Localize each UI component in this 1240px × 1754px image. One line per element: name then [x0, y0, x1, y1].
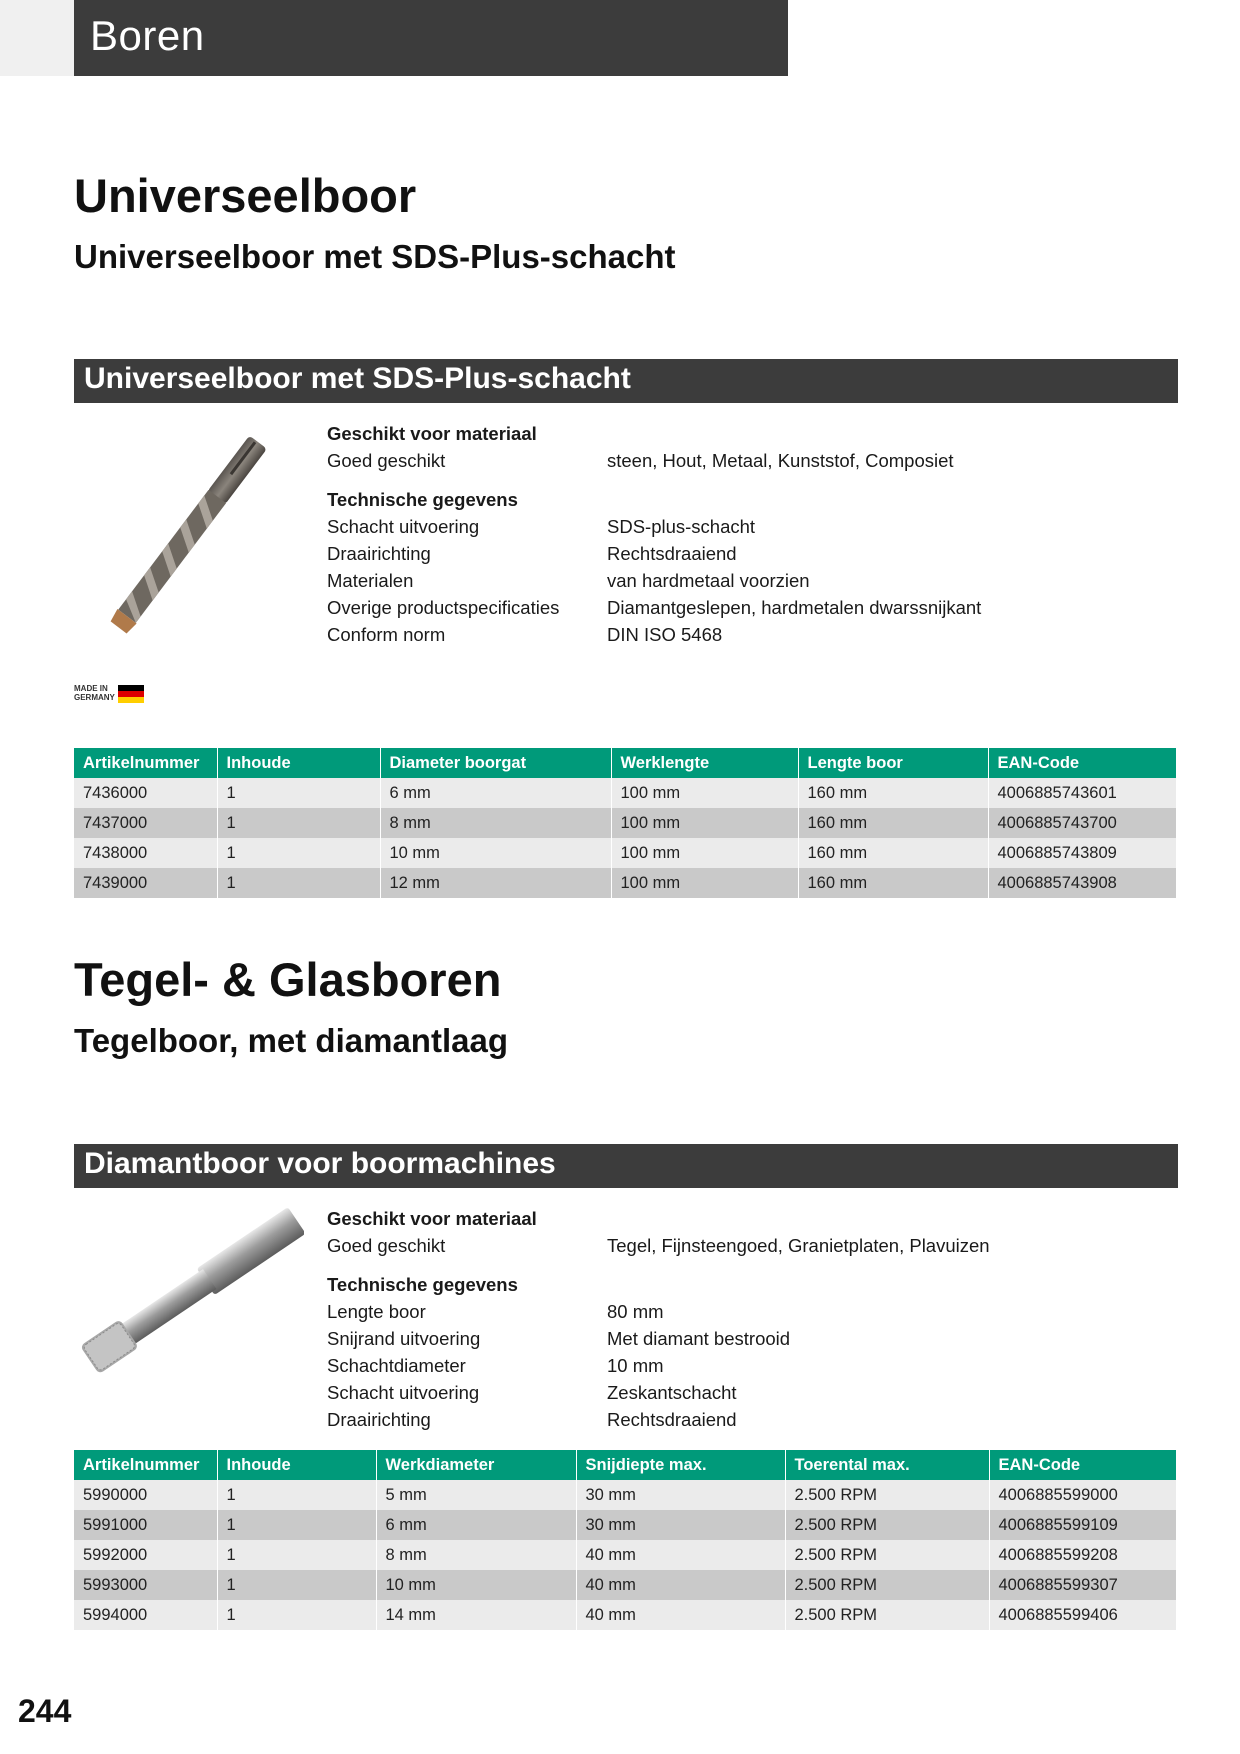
table-row: [74, 1600, 1176, 1630]
spec-key: Lengte boor: [327, 1301, 426, 1322]
table-row: [74, 808, 1176, 838]
table-cell: 4006885743700: [988, 808, 1176, 838]
section1-article-table: [74, 748, 1176, 898]
column-header: Lengte boor: [798, 748, 988, 778]
table-header-row: [74, 1450, 1176, 1480]
table-cell: 10 mm: [376, 1570, 576, 1600]
table-cell: 4006885743809: [988, 838, 1176, 868]
table-cell: 8 mm: [376, 1540, 576, 1570]
material-heading: Geschikt voor materiaal: [327, 423, 537, 444]
table-cell: 14 mm: [376, 1600, 576, 1630]
column-header: Inhoude: [217, 1450, 376, 1480]
spec-row: [327, 567, 1067, 594]
made-in-label: MADE IN GERMANY: [74, 684, 115, 702]
spec-row: [327, 447, 1067, 474]
table-cell: 40 mm: [576, 1600, 785, 1630]
table-row: [74, 838, 1176, 868]
table-cell: 4006885743908: [988, 868, 1176, 898]
column-header: EAN-Code: [989, 1450, 1176, 1480]
section2-subtitle: Tegelboor, met diamantlaag: [74, 1022, 508, 1059]
table-cell: 10 mm: [380, 838, 611, 868]
table-cell: 8 mm: [380, 808, 611, 838]
spec-row: [327, 621, 1067, 648]
table-cell: 2.500 RPM: [785, 1570, 989, 1600]
table-cell: 100 mm: [611, 838, 798, 868]
spec-value: steen, Hout, Metaal, Kunststof, Composiet: [607, 450, 954, 471]
section1-band: [74, 359, 1178, 403]
section2-band: [74, 1144, 1178, 1188]
table-cell: 5991000: [74, 1510, 217, 1540]
column-header: Snijdiepte max.: [576, 1450, 785, 1480]
table-cell: 100 mm: [611, 808, 798, 838]
table-cell: 160 mm: [798, 778, 988, 808]
spec-row: [327, 1379, 1067, 1406]
table-row: [74, 1480, 1176, 1510]
column-header: Artikelnummer: [74, 748, 217, 778]
spec-value: Diamantgeslepen, hardmetalen dwarssnijkant: [607, 597, 982, 618]
table-cell: 5994000: [74, 1600, 217, 1630]
spec-value: DIN ISO 5468: [607, 624, 723, 645]
spec-value: Tegel, Fijnsteengoed, Granietplaten, Plavuizen: [607, 1235, 990, 1256]
table-cell: 7436000: [74, 778, 217, 808]
table-cell: 4006885599406: [989, 1600, 1176, 1630]
spec-key: Materialen: [327, 570, 414, 591]
column-header: Inhoude: [217, 748, 380, 778]
table-cell: 12 mm: [380, 868, 611, 898]
spec-value: SDS-plus-schacht: [607, 516, 756, 537]
table-cell: 2.500 RPM: [785, 1480, 989, 1510]
spec-value: Rechtsdraaiend: [607, 543, 737, 564]
table-cell: 7437000: [74, 808, 217, 838]
column-header: Diameter boorgat: [380, 748, 611, 778]
spec-value: Zeskantschacht: [607, 1382, 737, 1403]
section2-specs: [327, 1205, 1067, 1433]
section2-title: Tegel- & Glasboren: [74, 953, 502, 1006]
table-row: [74, 1540, 1176, 1570]
table-cell: 1: [217, 778, 380, 808]
table-cell: 160 mm: [798, 808, 988, 838]
spec-key: Draairichting: [327, 543, 431, 564]
spec-row: [327, 1352, 1067, 1379]
chapter-title: Boren: [90, 12, 205, 59]
table-cell: 30 mm: [576, 1510, 785, 1540]
spec-row: [327, 540, 1067, 567]
table-cell: 5 mm: [376, 1480, 576, 1510]
corner-tab: [0, 0, 74, 76]
spec-row: [327, 513, 1067, 540]
spec-key: Schacht uitvoering: [327, 516, 480, 537]
section1-subtitle: Universeelboor met SDS-Plus-schacht: [74, 238, 676, 275]
table-row: [74, 1510, 1176, 1540]
table-cell: 1: [217, 1570, 376, 1600]
spec-value: van hardmetaal voorzien: [607, 570, 810, 591]
spec-row: [327, 1406, 1067, 1433]
table-cell: 30 mm: [576, 1480, 785, 1510]
spec-row: [327, 1325, 1067, 1352]
table-cell: 4006885599208: [989, 1540, 1176, 1570]
tile-drill-bit-image: [74, 1205, 304, 1380]
table-cell: 160 mm: [798, 868, 988, 898]
table-cell: 4006885743601: [988, 778, 1176, 808]
table-cell: 1: [217, 1540, 376, 1570]
table-cell: 2.500 RPM: [785, 1540, 989, 1570]
section1-title: Universeelboor: [74, 169, 417, 222]
table-cell: 2.500 RPM: [785, 1600, 989, 1630]
table-cell: 4006885599000: [989, 1480, 1176, 1510]
table-cell: 1: [217, 1480, 376, 1510]
column-header: Toerental max.: [785, 1450, 989, 1480]
table-cell: 4006885599307: [989, 1570, 1176, 1600]
table-cell: 4006885599109: [989, 1510, 1176, 1540]
column-header: Werkdiameter: [376, 1450, 576, 1480]
table-cell: 40 mm: [576, 1570, 785, 1600]
table-cell: 5992000: [74, 1540, 217, 1570]
spec-row: [327, 1232, 1067, 1259]
table-cell: 40 mm: [576, 1540, 785, 1570]
table-cell: 1: [217, 838, 380, 868]
table-header-row: [74, 748, 1176, 778]
material-heading: Geschikt voor materiaal: [327, 1208, 537, 1229]
spec-key: Goed geschikt: [327, 450, 446, 471]
spec-key: Overige productspecificaties: [327, 597, 560, 618]
spec-key: Draairichting: [327, 1409, 431, 1430]
table-cell: 6 mm: [376, 1510, 576, 1540]
spec-row: [327, 1298, 1067, 1325]
table-row: [74, 1570, 1176, 1600]
spec-value: Met diamant bestrooid: [607, 1328, 791, 1349]
table-cell: 100 mm: [611, 778, 798, 808]
spec-key: Snijrand uitvoering: [327, 1328, 481, 1349]
table-cell: 1: [217, 1600, 376, 1630]
table-row: [74, 868, 1176, 898]
table-cell: 5990000: [74, 1480, 217, 1510]
section2-band-label: Diamantboor voor boormachines: [84, 1147, 556, 1180]
sds-drill-bit-image: [74, 420, 304, 660]
table-cell: 7439000: [74, 868, 217, 898]
tech-heading: Technische gegevens: [327, 489, 518, 510]
table-cell: 1: [217, 1510, 376, 1540]
spec-key: Goed geschikt: [327, 1235, 446, 1256]
table-cell: 7438000: [74, 838, 217, 868]
column-header: Artikelnummer: [74, 1450, 217, 1480]
section2-article-table: [74, 1450, 1176, 1630]
tech-heading: Technische gegevens: [327, 1274, 518, 1295]
page-number: 244: [18, 1693, 72, 1729]
column-header: Werklengte: [611, 748, 798, 778]
section1-band-label: Universeelboor met SDS-Plus-schacht: [84, 362, 631, 395]
table-cell: 100 mm: [611, 868, 798, 898]
spec-value: 80 mm: [607, 1301, 664, 1322]
spec-value: 10 mm: [607, 1355, 664, 1376]
column-header: EAN-Code: [988, 748, 1176, 778]
spec-row: [327, 594, 1067, 621]
table-row: [74, 778, 1176, 808]
table-cell: 160 mm: [798, 838, 988, 868]
table-cell: 5993000: [74, 1570, 217, 1600]
spec-key: Schachtdiameter: [327, 1355, 466, 1376]
table-cell: 1: [217, 868, 380, 898]
section1-specs: [327, 420, 1067, 648]
spec-key: Schacht uitvoering: [327, 1382, 480, 1403]
spec-key: Conform norm: [327, 624, 446, 645]
table-cell: 2.500 RPM: [785, 1510, 989, 1540]
table-cell: 6 mm: [380, 778, 611, 808]
spec-value: Rechtsdraaiend: [607, 1409, 737, 1430]
table-cell: 1: [217, 808, 380, 838]
german-flag-icon: [118, 685, 144, 703]
